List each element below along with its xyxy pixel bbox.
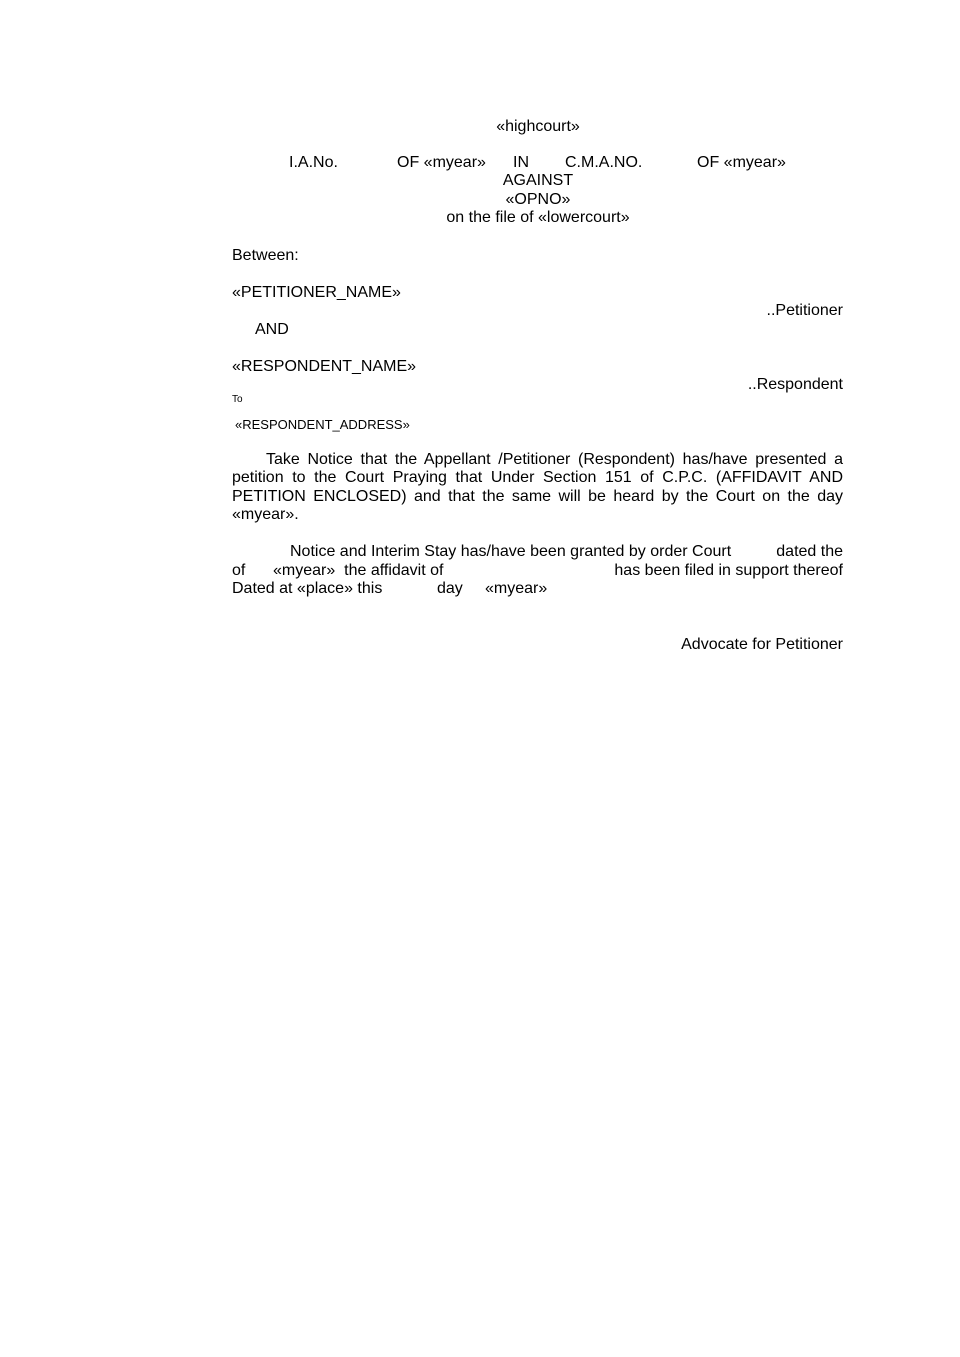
- cma-year: OF «myear»: [697, 154, 786, 171]
- dated-place: Dated at «place» this: [232, 580, 383, 597]
- respondent-name: «RESPONDENT_NAME»: [232, 358, 417, 375]
- between-label: Between:: [232, 247, 299, 264]
- advocate-signature: Advocate for Petitioner: [681, 636, 843, 653]
- petitioner-role: ..Petitioner: [766, 302, 843, 319]
- to-label: To: [232, 394, 243, 405]
- respondent-address: «RESPONDENT_ADDRESS»: [235, 417, 410, 432]
- stay-of: of: [232, 562, 246, 579]
- stay-support: has been filed in support thereof: [614, 562, 843, 579]
- petitioner-name: «PETITIONER_NAME»: [232, 284, 401, 301]
- stay-text-1: Notice and Interim Stay has/have been granted by order Court: [290, 543, 732, 560]
- dated-year: «myear»: [485, 580, 548, 597]
- stay-dated-the: dated the: [776, 543, 843, 560]
- in-label: IN: [513, 154, 529, 171]
- opno-field: «OPNO»: [505, 191, 571, 208]
- stay-affidavit: «myear» the affidavit of: [273, 562, 444, 579]
- stay-line-1: [232, 543, 843, 561]
- respondent-role: ..Respondent: [747, 376, 843, 393]
- ia-number-label: I.A.No.: [289, 154, 338, 171]
- notice-paragraph: Take Notice that the Appellant /Petitioner (Respondent) has/have presented a petition to the Court Praying that Under Section 151 of C.P.C. (AFFIDAVIT AND PETITION ENCLOSED) and that the same will be heard by the Court on the day «myear».: [232, 451, 843, 523]
- cma-number-label: C.M.A.NO.: [565, 154, 643, 171]
- stay-line-2: [232, 562, 843, 580]
- and-label: AND: [255, 321, 289, 338]
- lower-court-line: on the file of «lowercourt»: [446, 209, 630, 226]
- highcourt-title: «highcourt»: [496, 118, 580, 135]
- dated-day: day: [437, 580, 463, 597]
- against-label: AGAINST: [502, 172, 574, 189]
- dated-line: [232, 580, 843, 598]
- ia-year: OF «myear»: [397, 154, 486, 171]
